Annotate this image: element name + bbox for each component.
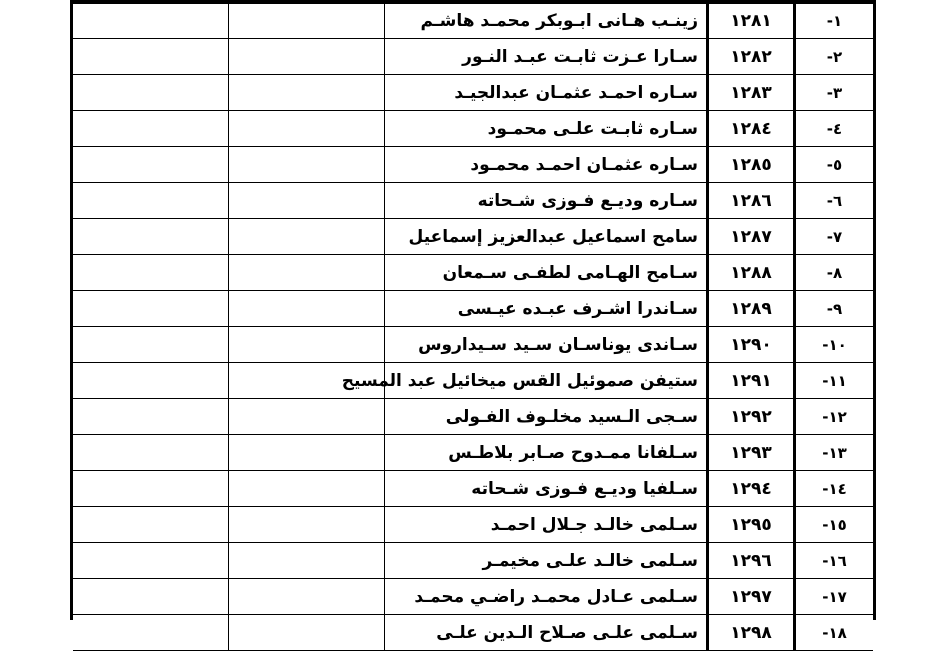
name-cell	[385, 183, 709, 218]
seat-number-cell	[709, 543, 796, 578]
blank-cell	[73, 471, 229, 506]
name-cell	[385, 39, 709, 74]
table-row	[73, 435, 873, 471]
row-index: -٣	[826, 83, 843, 102]
name-cell	[341, 363, 709, 398]
seat-number: ١٢٨٩	[730, 298, 772, 319]
row-index-cell	[796, 327, 873, 362]
name-cell	[385, 219, 709, 254]
seat-number: ١٢٩٥	[730, 514, 772, 535]
student-name: سـلمى خالـد جـلال احمـد	[490, 514, 698, 535]
blank-cell	[73, 543, 229, 578]
student-name: سـاندى يوناسـان سـيد سـيداروس	[418, 334, 698, 355]
table-row	[73, 291, 873, 327]
row-index-cell	[796, 471, 873, 506]
row-index: -٤	[826, 119, 843, 138]
blank-cell	[229, 111, 385, 146]
table-row	[73, 471, 873, 507]
student-name: سـاره عثمـان احمـد محمـود	[470, 154, 698, 175]
blank-cell	[73, 111, 229, 146]
blank-cell	[229, 507, 385, 542]
blank-cell	[229, 147, 385, 182]
seat-number: ١٢٨٨	[730, 262, 772, 283]
row-index-cell	[796, 75, 873, 110]
seat-number: ١٢٨١	[730, 11, 772, 31]
seat-number-cell	[709, 4, 796, 38]
table-row	[73, 543, 873, 579]
name-cell	[385, 291, 709, 326]
student-name: سـاره وديـع فـوزى شـحاته	[477, 190, 698, 211]
student-name: ستيفن صموئيل القس ميخائيل عبد المسيح	[341, 370, 698, 391]
seat-number-cell	[709, 507, 796, 542]
blank-cell	[229, 183, 385, 218]
blank-cell	[229, 399, 385, 434]
name-cell	[385, 111, 709, 146]
table-row	[73, 147, 873, 183]
blank-cell	[73, 435, 229, 470]
row-index-cell	[796, 507, 873, 542]
table-row	[73, 39, 873, 75]
blank-cell	[229, 4, 385, 38]
name-cell	[385, 615, 709, 650]
table-row	[73, 75, 873, 111]
student-name: سـاره احمـد عثمـان عبدالجيـد	[454, 82, 698, 103]
seat-number: ١٢٩٠	[730, 334, 772, 355]
seat-number: ١٢٨٦	[730, 190, 772, 211]
blank-cell	[229, 579, 385, 614]
blank-cell	[73, 615, 229, 650]
name-cell	[385, 435, 709, 470]
name-cell	[385, 327, 709, 362]
student-name: سـلفانا ممـدوح صـابر بلاطـس	[448, 442, 698, 463]
row-index-cell	[796, 363, 873, 398]
row-index: -٧	[826, 227, 843, 246]
seat-number-cell	[709, 363, 796, 398]
student-name: سـجى الـسيد مخلـوف الفـولى	[445, 406, 698, 427]
name-cell	[385, 399, 709, 434]
row-index: -١١	[822, 371, 847, 390]
seat-number-cell	[709, 75, 796, 110]
row-index-cell	[796, 291, 873, 326]
name-cell	[385, 507, 709, 542]
blank-cell	[229, 543, 385, 578]
student-name: سـاره ثابـت علـى محمـود	[487, 118, 698, 139]
student-name: سـلفيا وديـع فـوزى شـحاته	[471, 478, 698, 499]
seat-number-cell	[709, 39, 796, 74]
blank-cell	[229, 327, 385, 362]
row-index-cell	[796, 255, 873, 290]
seat-number: ١٢٨٧	[730, 226, 772, 247]
seat-number: ١٢٩٣	[730, 442, 772, 463]
row-index-cell	[796, 579, 873, 614]
seat-number: ١٢٨٥	[730, 154, 772, 175]
row-index-cell	[796, 39, 873, 74]
row-index: -١٦	[822, 551, 847, 570]
blank-cell	[229, 291, 385, 326]
blank-cell	[229, 75, 385, 110]
blank-cell	[229, 435, 385, 470]
table-row	[73, 507, 873, 543]
document-sheet	[70, 0, 876, 643]
row-index: -١	[826, 12, 843, 30]
table-row	[73, 183, 873, 219]
row-index: -١٣	[822, 443, 847, 462]
blank-cell	[73, 4, 229, 38]
seat-number: ١٢٩٦	[730, 550, 772, 571]
blank-cell	[73, 291, 229, 326]
student-name: سـلمى علـى صـلاح الـدين علـى	[436, 622, 698, 643]
blank-cell	[229, 471, 385, 506]
seat-number: ١٢٩١	[730, 370, 772, 391]
blank-cell	[73, 363, 229, 398]
blank-cell	[73, 75, 229, 110]
row-index-cell	[796, 219, 873, 254]
blank-cell	[229, 219, 385, 254]
student-name: سـارا عـزت ثابـت عبـد النـور	[462, 46, 698, 67]
row-index-cell	[796, 399, 873, 434]
row-index-cell	[796, 147, 873, 182]
seat-number: ١٢٩٢	[730, 406, 772, 427]
row-index: -٥	[826, 155, 843, 174]
table-row	[73, 255, 873, 291]
seat-number-cell	[709, 615, 796, 650]
blank-cell	[73, 219, 229, 254]
row-index-cell	[796, 111, 873, 146]
blank-cell	[73, 399, 229, 434]
seat-number-cell	[709, 219, 796, 254]
seat-number-cell	[709, 183, 796, 218]
blank-cell	[73, 39, 229, 74]
table-row	[73, 615, 873, 651]
row-index-cell	[796, 4, 873, 38]
student-name: زينـب هـانى ابـوبكر محمـد هاشـم	[420, 11, 698, 31]
row-index-cell	[796, 615, 873, 650]
seat-number: ١٢٨٢	[730, 46, 772, 67]
row-index-cell	[796, 543, 873, 578]
table-row	[73, 3, 873, 39]
student-roster-table	[73, 0, 873, 651]
name-cell	[385, 147, 709, 182]
student-name: سـامح الهـامى لطفـى سـمعان	[442, 262, 698, 283]
blank-cell	[229, 39, 385, 74]
seat-number-cell	[709, 291, 796, 326]
seat-number-cell	[709, 327, 796, 362]
table-row	[73, 327, 873, 363]
seat-number-cell	[709, 399, 796, 434]
seat-number: ١٢٩٨	[730, 622, 772, 643]
row-index: -٢	[826, 47, 843, 66]
row-index: -٦	[826, 191, 843, 210]
seat-number-cell	[709, 255, 796, 290]
row-index: -٨	[826, 263, 843, 282]
table-row	[73, 219, 873, 255]
blank-cell	[73, 255, 229, 290]
name-cell	[385, 4, 709, 38]
seat-number: ١٢٩٤	[730, 478, 772, 499]
name-cell	[385, 471, 709, 506]
seat-number: ١٢٩٧	[730, 586, 772, 607]
blank-cell	[73, 183, 229, 218]
row-index-cell	[796, 183, 873, 218]
table-row	[73, 399, 873, 435]
blank-cell	[229, 255, 385, 290]
seat-number: ١٢٨٤	[730, 118, 772, 139]
name-cell	[385, 579, 709, 614]
name-cell	[385, 75, 709, 110]
table-row	[73, 111, 873, 147]
table-row	[73, 363, 873, 399]
row-index: -٩	[826, 299, 843, 318]
student-name: سـلمى خالـد علـى مخيمـر	[482, 550, 698, 571]
blank-cell	[229, 615, 385, 650]
blank-cell	[73, 507, 229, 542]
row-index: -١٢	[822, 407, 847, 426]
seat-number-cell	[709, 471, 796, 506]
row-index: -١٧	[822, 587, 847, 606]
student-name: سـلمى عـادل محمـد راضـي محمـد	[414, 586, 698, 607]
row-index: -١٤	[822, 479, 847, 498]
seat-number-cell	[709, 435, 796, 470]
blank-cell	[73, 147, 229, 182]
seat-number: ١٢٨٣	[730, 82, 772, 103]
table-row	[73, 579, 873, 615]
row-index: -١٨	[822, 623, 847, 642]
seat-number-cell	[709, 111, 796, 146]
row-index: -١٥	[822, 515, 847, 534]
row-index-cell	[796, 435, 873, 470]
seat-number-cell	[709, 147, 796, 182]
student-name: سامح اسماعيل عبدالعزيز إسماعيل	[408, 226, 698, 247]
name-cell	[385, 255, 709, 290]
blank-cell	[73, 579, 229, 614]
row-index: -١٠	[822, 335, 847, 354]
seat-number-cell	[709, 579, 796, 614]
student-name: سـاندرا اشـرف عبـده عيـسى	[457, 298, 698, 319]
blank-cell	[73, 327, 229, 362]
name-cell	[385, 543, 709, 578]
